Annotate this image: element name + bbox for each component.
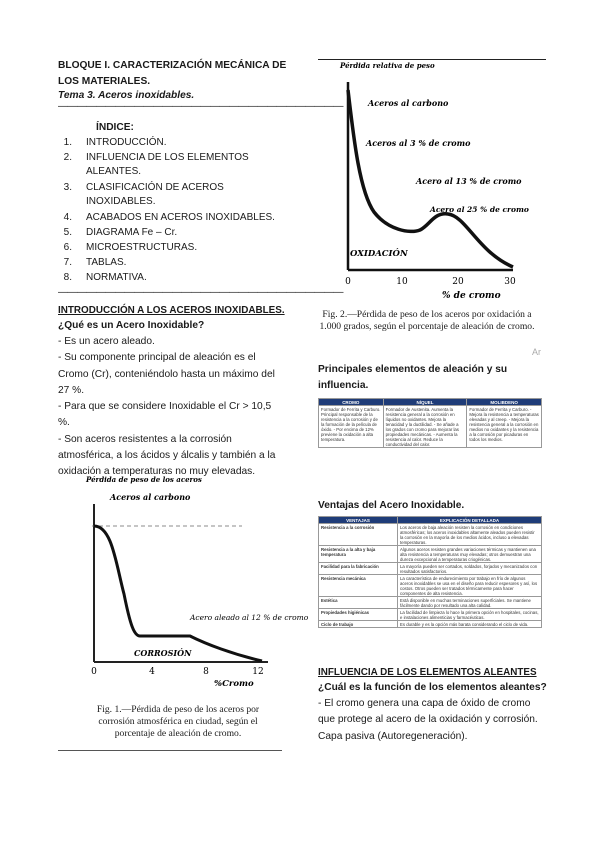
figure1-label-corrosion: CORROSIÓN — [134, 648, 192, 658]
alloy-table-cell: Formador de Ferrita y Carburo. - Mejora la resistencia a temperaturas elevadas y al creep. - Mejora la resistencia general a la corrosión en medios no oxidantes y la resistencia a la corrosión por picaduras en todos los medios. — [467, 406, 542, 448]
influence-question: ¿Cuál es la función de los elementos aleantes? — [318, 682, 547, 693]
intro-question: ¿Qué es un Acero Inoxidable? — [58, 320, 205, 331]
figure2-xtick: 0 — [345, 277, 351, 287]
bullet-item: - Su componente principal de aleación es el Cromo (Cr), conteniéndolo hasta un máximo del 27 %. — [58, 352, 275, 396]
index-title: ÍNDICE: — [96, 122, 134, 133]
figure1-label-12: Acero aleado al 12 % de cromo — [190, 613, 309, 622]
figure2-chart — [318, 62, 546, 306]
advantage-detail: Es durable y es la opción más barata considerando el ciclo de vida. — [398, 621, 542, 628]
index-item-text: INFLUENCIA DE LOS ELEMENTOS ALEANTES. — [86, 152, 249, 177]
index-item-text: CLASIFICACIÓN DE ACEROS INOXIDABLES. — [86, 182, 224, 207]
index-item-text: NORMATIVA. — [86, 272, 147, 283]
figure1-xlabel: %Cromo — [214, 679, 254, 689]
table-row — [319, 546, 542, 563]
advantage-name: Resistencia a la alta y baja temperatura — [319, 546, 398, 563]
advantages-table-header: EXPLICACIÓN DETALLADA — [398, 517, 542, 524]
advantage-name: Facilidad para la fabricación — [319, 563, 398, 575]
bullet-item: - Son aceros resistentes a la corrosión atmosférica, a los ácidos y álcalis y también a la oxidación a temperaturas no muy elevadas. — [58, 433, 276, 478]
figure1-caption: Fig. 1.—Pérdida de peso de los aceros por corrosión atmosférica en ciudad, según el porcentaje de aleación de cromo. — [96, 704, 260, 739]
watermark-text: Ar — [532, 347, 541, 357]
advantages-heading: Ventajas del Acero Inoxidable. — [318, 500, 465, 511]
divider-bottom — [58, 750, 282, 751]
divider-top: —————————————————————————————— — [58, 101, 343, 112]
influence-heading: INFLUENCIA DE LOS ELEMENTOS ALEANTES — [318, 667, 537, 678]
table-row — [319, 575, 542, 597]
advantage-name: Resistencia a la corrosión — [319, 524, 398, 546]
alloy-table-header: MOLIBDENO — [467, 399, 542, 406]
index-item-text: DIAGRAMA Fe – Cr. — [86, 227, 178, 238]
figure2-ylabel: Pérdida relativa de peso — [340, 61, 435, 70]
table-row — [319, 563, 542, 575]
alloy-table-cell: Formador de Ferrita y Carburo. Principal responsable de la resistencia a la corrosión y de la formación de la película de óxido. - Por encima de 12% previene la oxidación a alta temperatura. — [319, 406, 384, 448]
theme-title: Tema 3. Aceros inoxidables. — [58, 90, 195, 101]
advantage-name: Ciclo de trabajo — [319, 621, 398, 628]
figure2-label-oxidation: OXIDACIÓN — [350, 249, 408, 259]
advantage-detail: La facilidad de limpieza lo hace la primera opción en hospitales, cocinas, e instalaciones alimenticias y farmacéuticas. — [398, 609, 542, 621]
advantage-name: Resistencia mecánica — [319, 575, 398, 597]
index-item-number: 4. — [63, 212, 72, 223]
figure1-xtick: 0 — [91, 667, 97, 677]
index-item-number: 3. — [63, 182, 72, 193]
figure1-ylabel: Pérdida de peso de los aceros — [86, 475, 202, 484]
table-row — [319, 609, 542, 621]
figure2-xtick: 20 — [452, 277, 464, 287]
advantages-table — [318, 516, 542, 628]
advantages-table-header: VENTAJAS — [319, 517, 398, 524]
index-item-text: INTRODUCCIÓN. — [86, 137, 167, 148]
advantage-detail: Los aceros de baja aleación resisten la corrosión en condiciones atmosféricas; los aceros inoxidables altamente aleados pueden resistir la corrosión en la mayoría de los medios ácidos, incluso a elevadas temperaturas. — [398, 524, 542, 546]
alloy-heading: Principales elementos de aleación y su influencia. — [318, 364, 508, 392]
influence-text: - El cromo genera una capa de óxido de cromo que protege al acero de la oxidación y corrosión. Capa pasiva (Autoregeneración). — [318, 698, 538, 742]
figure1-label-carbon: Aceros al carbono — [110, 492, 191, 502]
intro-heading: INTRODUCCIÓN A LOS ACEROS INOXIDABLES. — [58, 305, 285, 316]
table-row — [319, 524, 542, 546]
bullet-item: - Es un acero aleado. — [58, 336, 155, 347]
figure2-caption: Fig. 2.—Pérdida de peso de los aceros por oxidación a 1.000 grados, según el porcentaje de aleación de cromo. — [319, 309, 535, 332]
figure2-label-13: Acero al 13 % de cromo — [416, 176, 522, 186]
index-item-number: 8. — [63, 272, 72, 283]
advantages-table-wrap — [318, 516, 542, 644]
index-item-number: 5. — [63, 227, 72, 238]
alloy-table-cell: Formador de Austenita. Aumenta la resistencia general a la corrosión en líquidos no oxidantes. Mejora la tenacidad y la ductilidad. - Se añade a los grados con cromo para mejorar las propiedades mecánicas. - Aumenta la resistencia al calor. Reduce la conductividad del calor. — [383, 406, 467, 448]
block-title: BLOQUE I. CARACTERIZACIÓN MECÁNICA DE LOS MATERIALES. — [58, 60, 287, 88]
index-list — [58, 136, 298, 288]
alloy-table-wrap — [318, 398, 542, 468]
index-item-text: ACABADOS EN ACEROS INOXIDABLES. — [86, 212, 275, 223]
bullet-item: - Para que se considere Inoxidable el Cr > 10,5 %. — [58, 401, 272, 429]
alloy-table-header: CROMO — [319, 399, 384, 406]
figure2-label-3: Aceros al 3 % de cromo — [366, 138, 471, 148]
figure1-xtick: 4 — [149, 667, 155, 677]
advantage-name: Propiedades higiénicas — [319, 609, 398, 621]
table-row — [319, 597, 542, 609]
figure2-xtick: 10 — [396, 277, 408, 287]
figure2-xtick: 30 — [504, 277, 516, 287]
alloy-table-header: NÍQUEL — [383, 399, 467, 406]
divider-index: —————————————————————————————— — [58, 287, 343, 298]
advantage-name: Estética — [319, 597, 398, 609]
figure2-label-carbon: Aceros al carbono — [368, 98, 449, 108]
index-item-number: 1. — [63, 137, 72, 148]
figure1-xtick: 8 — [203, 667, 209, 677]
index-item-number: 6. — [63, 242, 72, 253]
advantage-detail: Algunos aceros resisten grandes variaciones térmicas y mantienen una alta resistencia a temperaturas muy elevadas; otros demuestran una dureza excepcional a temperaturas criogénicas. — [398, 546, 542, 563]
intro-bullets — [58, 334, 282, 481]
figure1-curve — [94, 526, 262, 661]
figure1-xtick: 12 — [252, 667, 264, 677]
advantage-detail: La característica de endurecimiento por trabajo en frío de algunos aceros inoxidables se usa en el diseño para reducir espesores y así, los costos. Otros pueden ser tratados térmicamente para hacer componentes de alta resistencia. — [398, 575, 542, 597]
index-item-text: MICROESTRUCTURAS. — [86, 242, 198, 253]
index-item-number: 7. — [63, 257, 72, 268]
figure2-xlabel: % de cromo — [442, 291, 501, 301]
table-row — [319, 621, 542, 628]
advantage-detail: Está disponible en muchas terminaciones superficiales. Se mantiene fácilmente dando por resultado una alta calidad. — [398, 597, 542, 609]
advantage-detail: La mayoría pueden ser cortados, soldados, forjados y mecanizados con resultados satisfactorios. — [398, 563, 542, 575]
divider-right-top — [318, 59, 546, 60]
figure1-chart — [72, 474, 309, 704]
index-item-number: 2. — [63, 152, 72, 163]
index-item-text: TABLAS. — [86, 257, 127, 268]
figure2-label-25: Acero al 25 % de cromo — [430, 205, 529, 214]
alloy-table — [318, 398, 542, 448]
